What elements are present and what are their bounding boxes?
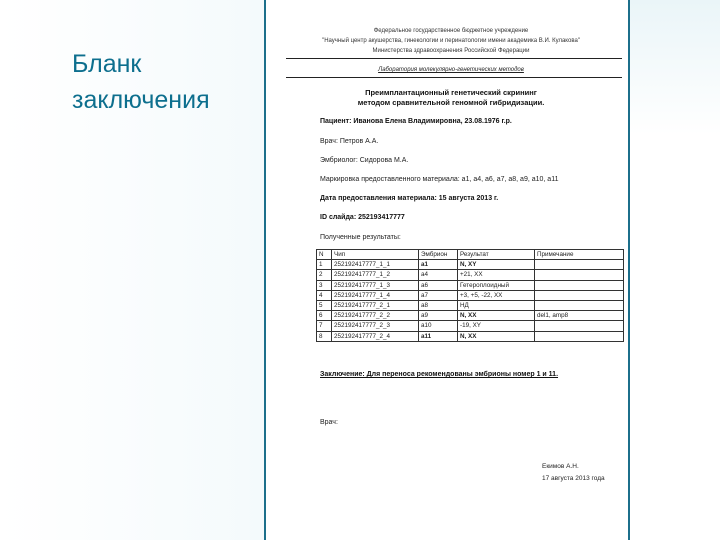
- table-cell: 1: [317, 260, 332, 270]
- laboratory-name: Лаборатория молекулярно-генетических методов: [378, 67, 524, 73]
- table-cell: 252192417777_2_4: [332, 331, 419, 341]
- table-cell: 252192417777_1_2: [332, 270, 419, 280]
- table-cell: 252192417777_1_4: [332, 290, 419, 300]
- table-row: [317, 290, 624, 300]
- table-cell: [535, 300, 624, 310]
- slide-id-field: ID слайда: 252193417777: [320, 214, 405, 221]
- document-title-line-2: методом сравнительной геномной гибридизации.: [357, 98, 545, 107]
- table-row: [317, 331, 624, 341]
- table-cell: 2: [317, 270, 332, 280]
- table-cell: 7: [317, 321, 332, 331]
- table-cell: N, XX: [458, 331, 535, 341]
- results-label: Полученные результаты:: [320, 234, 401, 241]
- date-provided-field: Дата предоставления материала: 15 августа 2013 г.: [320, 195, 499, 202]
- table-cell: а7: [419, 290, 458, 300]
- table-cell: 8: [317, 331, 332, 341]
- table-row: [317, 300, 624, 310]
- table-cell: [535, 270, 624, 280]
- table-cell: 252192417777_2_1: [332, 300, 419, 310]
- column-header: Эмбрион: [419, 250, 458, 260]
- column-header: Примечание: [535, 250, 624, 260]
- table-row: [317, 280, 624, 290]
- table-cell: del1, amp8: [535, 311, 624, 321]
- table-row: [317, 321, 624, 331]
- header-line-2: "Научный центр акушерства, гинекологии и перинатологии имени академика В.И. Кулакова": [322, 38, 580, 44]
- signature-label: Врач:: [320, 419, 338, 426]
- table-cell: 252192417777_1_3: [332, 280, 419, 290]
- table-cell: 3: [317, 280, 332, 290]
- slide-title: Бланк заключения: [72, 50, 210, 114]
- table-cell: +21, XX: [458, 270, 535, 280]
- table-cell: +3, +5, -22, XX: [458, 290, 535, 300]
- table-cell: а10: [419, 321, 458, 331]
- table-row: [317, 260, 624, 270]
- table-header-row: [317, 250, 624, 260]
- table-cell: а11: [419, 331, 458, 341]
- table-cell: а4: [419, 270, 458, 280]
- table-cell: 252192417777_1_1: [332, 260, 419, 270]
- table-row: [317, 311, 624, 321]
- table-cell: [535, 260, 624, 270]
- document-title-line-1: Преимплантационный генетический скрининг: [365, 88, 537, 97]
- table-cell: 4: [317, 290, 332, 300]
- column-header: Чип: [332, 250, 419, 260]
- material-field: Маркировка предоставленного материала: а1, а4, а6, а7, а8, а9, а10, а11: [320, 176, 559, 183]
- table-cell: а9: [419, 311, 458, 321]
- header-line-3: Министерства здравоохранения Российской Федерации: [372, 48, 530, 54]
- table-cell: [535, 280, 624, 290]
- patient-field: Пациент: Иванова Елена Владимировна, 23.08.1976 г.р.: [320, 118, 512, 125]
- column-header: N: [317, 250, 332, 260]
- table-cell: 6: [317, 311, 332, 321]
- table-cell: НД: [458, 300, 535, 310]
- table-cell: а6: [419, 280, 458, 290]
- table-cell: Гетероплоидный: [458, 280, 535, 290]
- table-cell: N, XY: [458, 260, 535, 270]
- document-image: [264, 0, 630, 540]
- results-table: [316, 249, 624, 342]
- lab-divider: [286, 77, 622, 78]
- conclusion: Заключение: Для переноса рекомендованы эмбрионы номер 1 и 11.: [320, 371, 559, 378]
- sign-date: 17 августа 2013 года: [542, 475, 605, 482]
- column-header: Результат: [458, 250, 535, 260]
- table-cell: 252192417777_2_2: [332, 311, 419, 321]
- table-cell: а1: [419, 260, 458, 270]
- table-cell: а8: [419, 300, 458, 310]
- slide-right-panel: [630, 0, 720, 540]
- table-cell: [535, 321, 624, 331]
- table-cell: 252192417777_2_3: [332, 321, 419, 331]
- table-row: [317, 270, 624, 280]
- doctor-field: Врач: Петров А.А.: [320, 138, 379, 145]
- table-cell: [535, 290, 624, 300]
- signer-name: Екимов А.Н.: [542, 463, 579, 470]
- header-line-1: Федеральное государственное бюджетное учреждение: [373, 28, 529, 34]
- table-cell: -19, XY: [458, 321, 535, 331]
- header-divider: [286, 58, 622, 59]
- table-cell: 5: [317, 300, 332, 310]
- table-cell: [535, 331, 624, 341]
- embryologist-field: Эмбриолог: Сидорова М.А.: [320, 157, 409, 164]
- table-cell: N, XX: [458, 311, 535, 321]
